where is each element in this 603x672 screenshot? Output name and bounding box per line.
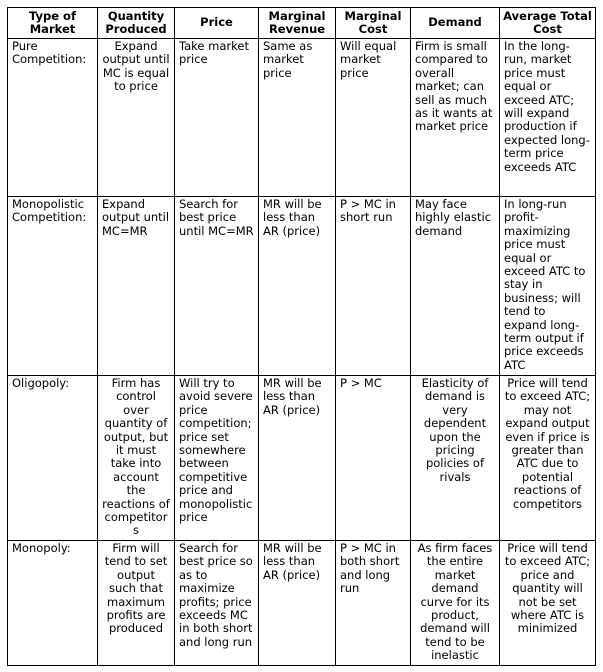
cell-demand: May face highly elastic demand	[411, 197, 500, 376]
cell-type: Monopoly:	[8, 540, 98, 665]
table-row-pure-competition	[8, 39, 596, 197]
cell-type: Oligopoly:	[8, 376, 98, 541]
cell-marginal-cost: P > MC	[336, 376, 411, 541]
cell-marginal-cost: P > MC in both short and long run	[336, 540, 411, 665]
cell-marginal-revenue: Same as market price	[259, 39, 336, 197]
cell-price: Search for best price until MC=MR	[175, 197, 259, 376]
cell-price: Take market price	[175, 39, 259, 197]
cell-type: Monopolistic Competition:	[8, 197, 98, 376]
cell-quantity: Expand output until MC is equal to price	[98, 39, 175, 197]
table-row-monopolistic-competition	[8, 197, 596, 376]
cell-average-total-cost: In the long-run, market price must equal or exceed ATC; will expand production if expected long-term price exceeds ATC	[500, 39, 596, 197]
cell-demand: Firm is small compared to overall market; can sell as much as it wants at market price	[411, 39, 500, 197]
market-structure-table	[7, 7, 596, 666]
header-average-total-cost: Average Total Cost	[500, 8, 596, 39]
cell-demand: Elasticity of demand is very dependent upon the pricing policies of rivals	[411, 376, 500, 541]
header-quantity-produced: Quantity Produced	[98, 8, 175, 39]
table-row-monopoly	[8, 540, 596, 665]
cell-type: Pure Competition:	[8, 39, 98, 197]
cell-marginal-revenue: MR will be less than AR (price)	[259, 540, 336, 665]
cell-price: Will try to avoid severe price competition; price set somewhere between competitive price and monopolistic price	[175, 376, 259, 541]
header-marginal-revenue: Marginal Revenue	[259, 8, 336, 39]
cell-average-total-cost: Price will tend to exceed ATC; may not expand output even if price is greater than ATC due to potential reactions of competitors	[500, 376, 596, 541]
table-row-oligopoly	[8, 376, 596, 541]
cell-marginal-revenue: MR will be less than AR (price)	[259, 197, 336, 376]
cell-price: Search for best price so as to maximize profits; price exceeds MC in both short and long run	[175, 540, 259, 665]
cell-average-total-cost: In long-run profit-maximizing price must equal or exceed ATC to stay in business; will tend to expand long-term output if price exceeds ATC	[500, 197, 596, 376]
cell-demand: As firm faces the entire market demand curve for its product, demand will tend to be inelastic	[411, 540, 500, 665]
cell-marginal-cost: Will equal market price	[336, 39, 411, 197]
cell-quantity: Expand output until MC=MR	[98, 197, 175, 376]
header-type-of-market: Type of Market	[8, 8, 98, 39]
header-demand: Demand	[411, 8, 500, 39]
cell-marginal-revenue: MR will be less than AR (price)	[259, 376, 336, 541]
header-row	[8, 8, 596, 39]
cell-marginal-cost: P > MC in short run	[336, 197, 411, 376]
cell-quantity: Firm will tend to set output such that maximum profits are produced	[98, 540, 175, 665]
header-marginal-cost: Marginal Cost	[336, 8, 411, 39]
header-price: Price	[175, 8, 259, 39]
cell-quantity: Firm has control over quantity of output, but it must take into account the reactions of competitors	[98, 376, 175, 541]
cell-average-total-cost: Price will tend to exceed ATC; price and quantity will not be set where ATC is minimized	[500, 540, 596, 665]
